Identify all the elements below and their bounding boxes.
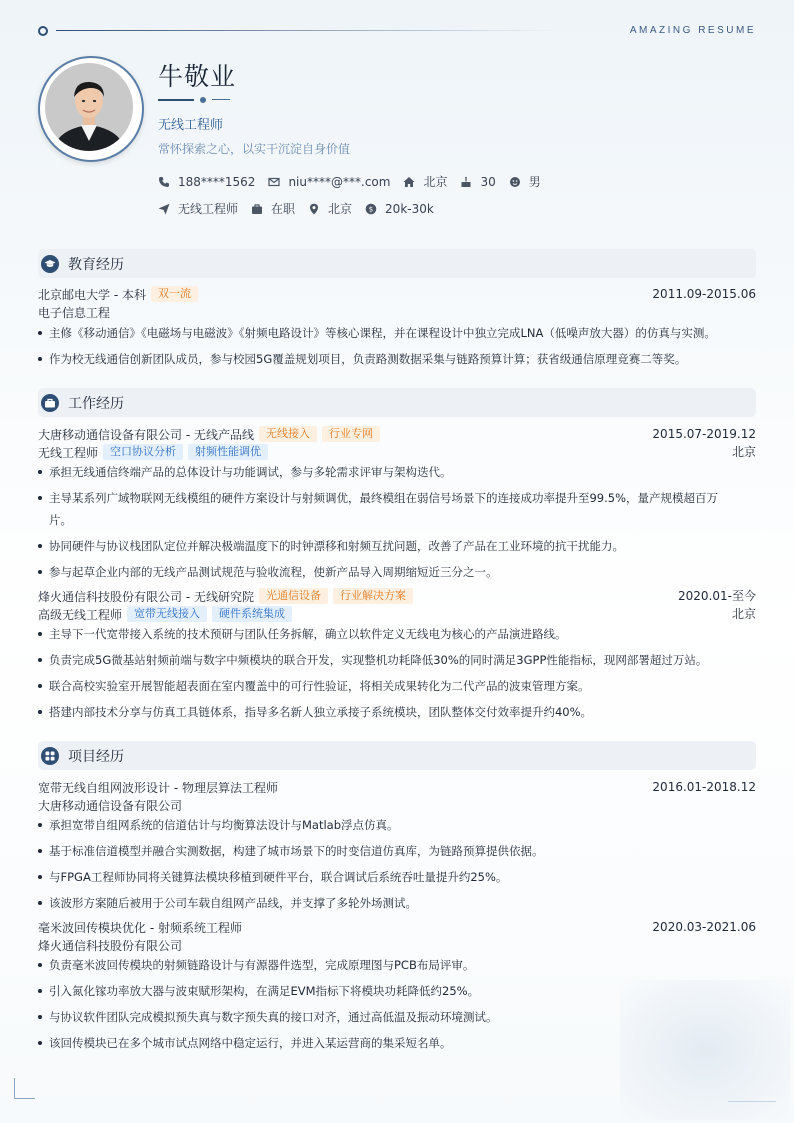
education-entry-header: [38, 285, 756, 303]
project-bullet: 该波形方案随后被用于公司车载自组网产品线，并支撑了多轮外场测试。: [38, 890, 756, 916]
project-bullet: 引入氮化镓功率放大器与波束赋形架构，在满足EVM指标下将模块功耗降低约25%。: [38, 978, 756, 1004]
company-tag: 无线接入: [259, 426, 317, 442]
work-entry-header: [38, 587, 756, 605]
role-tag: 宽带无线接入: [127, 606, 207, 622]
gender-text: 男: [528, 175, 541, 189]
role-tag: 射频性能调优: [188, 444, 268, 460]
company-name: 大唐移动通信设备有限公司 - 无线产品线: [38, 427, 254, 442]
project-bullet: 与协议软件团队完成模拟预失真与数字预失真的接口对齐，通过高低温及振动环境测试。: [38, 1004, 756, 1030]
target-job-item: [158, 200, 238, 217]
email-item: [268, 175, 390, 189]
avatar-photo: [45, 63, 133, 151]
intention-row: [158, 200, 447, 217]
bag-icon: [251, 203, 263, 215]
company-tag: 行业解决方案: [333, 588, 413, 604]
project-bullet: 负责毫米波回传模块的射频链路设计与有源器件选型，完成原理图与PCB布局评审。: [38, 952, 756, 978]
corner-decor-bottom-right: [728, 1101, 776, 1102]
status-item: [251, 200, 295, 217]
age-text: 30: [480, 174, 496, 189]
education-section-title: 教育经历: [68, 256, 124, 273]
target-city-text: 北京: [328, 202, 353, 216]
project-bullet: 基于标准信道模型并融合实测数据，构建了城市场景下的时变信道仿真库，为链路预算提供依据。: [38, 838, 756, 864]
target-job-text: 无线工程师: [178, 202, 239, 216]
gender-icon: [509, 176, 521, 188]
role-name: 高级无线工程师: [38, 607, 123, 622]
work-bullet: 承担无线通信终端产品的总体设计与功能调试，参与多轮需求评审与架构迭代。: [38, 459, 756, 485]
school-tag: 双一流: [151, 286, 198, 302]
phone-number: 188****1562: [178, 174, 256, 189]
project-company: 烽火通信科技股份有限公司: [38, 938, 183, 953]
work-bullet: 协同硬件与协议栈团队定位并解决极端温度下的时钟漂移和射频互扰问题，改善了产品在工业环境的抗干扰能力。: [38, 533, 756, 559]
corner-decor-bottom-left: [14, 1078, 35, 1099]
project-entry-header: [38, 918, 756, 936]
work-city: 北京: [731, 445, 756, 459]
briefcase-icon: [41, 394, 59, 412]
work-bullet: 主导某系列广域物联网无线模组的硬件方案设计与射频调优，最终模组在弱信号场景下的连接成功率提升至99.5%，量产规模超百万: [38, 485, 756, 511]
role-tag: 空口协议分析: [103, 444, 183, 460]
role-name: 无线工程师: [38, 445, 99, 460]
brand-label: AMAZING RESUME: [629, 25, 756, 36]
work-city: 北京: [731, 607, 756, 621]
work-section-title: 工作经历: [68, 395, 124, 412]
work-bullet: 主导下一代宽带接入系统的技术预研与团队任务拆解，确立以软件定义无线电为核心的产品演进路线。: [38, 621, 756, 647]
grid-icon: [41, 747, 59, 765]
work-bullet: 参与起草企业内部的无线产品测试规范与验收流程，使新产品导入周期缩短近三分之一。: [38, 559, 756, 585]
project-name: 宽带无线自组网波形设计 - 物理层算法工程师: [38, 780, 278, 795]
education-date: 2011.09-2015.06: [652, 287, 756, 301]
job-title: 无线工程师: [158, 118, 224, 133]
work-bullet: 联合高校实验室开展智能超表面在室内覆盖中的可行性验证，将相关成果转化为二代产品的波束管理方案。: [38, 673, 756, 699]
residence-item: [403, 173, 447, 190]
work-date: 2015.07-2019.12: [652, 427, 756, 441]
gender-item: [509, 173, 541, 190]
work-date: 2020.01-至今: [678, 589, 756, 603]
money-icon: [365, 203, 377, 215]
name-underline-decor: [158, 96, 238, 104]
major: 电子信息工程: [38, 305, 111, 320]
avatar: [38, 56, 144, 162]
project-date: 2016.01-2018.12: [652, 780, 756, 794]
project-bullet: 与FPGA工程师协同将关键算法模块移植到硬件平台，联合调试后系统吞吐量提升约25%。: [38, 864, 756, 890]
project-entry-header: [38, 778, 756, 796]
work-bullet: 负责完成5G微基站射频前端与数字中频模块的联合开发，实现整机功耗降低30%的同时满足3GPP性能指标，现网部署超过万站。: [38, 647, 756, 673]
work-bullet: 搭建内部技术分享与仿真工具链体系，指导多名新人独立承接子系统模块，团队整体交付效率提升约40%。: [38, 699, 756, 725]
email-address: niu****@***.com: [288, 174, 391, 189]
education-bullet: 作为校无线通信创新团队成员，参与校园5G覆盖规划项目，负责路测数据采集与链路预算计算；获省级通信原理竞赛二等奖。: [38, 346, 756, 372]
salary-item: [365, 202, 434, 216]
graduation-cap-icon: [41, 255, 59, 273]
company-name: 烽火通信科技股份有限公司 - 无线研究院: [38, 589, 254, 604]
salary-text: 20k-30k: [385, 201, 434, 216]
svg-text:$: $: [368, 204, 374, 213]
work-bullet-continuation: 片。: [49, 513, 72, 527]
status-text: 在职: [271, 202, 296, 216]
watermark-blur: [620, 980, 790, 1120]
project-bullet: 该回传模块已在多个城市试点网络中稳定运行，并进入某运营商的集采短名单。: [38, 1030, 756, 1056]
education-section-header: [38, 249, 756, 278]
motto: 常怀探索之心，以实干沉淀自身价值: [158, 142, 351, 156]
mail-icon: [268, 176, 280, 188]
cake-icon: [460, 176, 472, 188]
company-tag: 光通信设备: [259, 588, 328, 604]
work-entry-header: [38, 425, 756, 443]
project-company: 大唐移动通信设备有限公司: [38, 798, 183, 813]
candidate-name: 牛敬业: [158, 62, 237, 91]
role-tag: 硬件系统集成: [212, 606, 292, 622]
project-date: 2020.03-2021.06: [652, 920, 756, 934]
project-bullet: 承担宽带自组网系统的信道估计与均衡算法设计与Matlab浮点仿真。: [38, 812, 756, 838]
education-major-row: [38, 303, 756, 321]
contact-row: [158, 173, 554, 190]
education-bullet: 主修《移动通信》《电磁场与电磁波》《射频电路设计》等核心课程，并在课程设计中独立完成LNA（低噪声放大器）的仿真与实测。: [38, 320, 756, 346]
send-icon: [158, 203, 170, 215]
location-icon: [308, 203, 320, 215]
school-name: 北京邮电大学 - 本科: [38, 287, 146, 302]
project-name: 毫米波回传模块优化 - 射频系统工程师: [38, 920, 242, 935]
projects-section-title: 项目经历: [68, 748, 124, 765]
company-tag: 行业专网: [322, 426, 380, 442]
home-icon: [403, 176, 415, 188]
phone-item: [158, 175, 255, 189]
phone-icon: [158, 176, 170, 188]
work-section-header: [38, 388, 756, 417]
target-city-item: [308, 200, 352, 217]
residence-text: 北京: [423, 175, 448, 189]
top-decor-line: [38, 26, 558, 36]
projects-section-header: [38, 741, 756, 770]
age-item: [460, 175, 495, 189]
